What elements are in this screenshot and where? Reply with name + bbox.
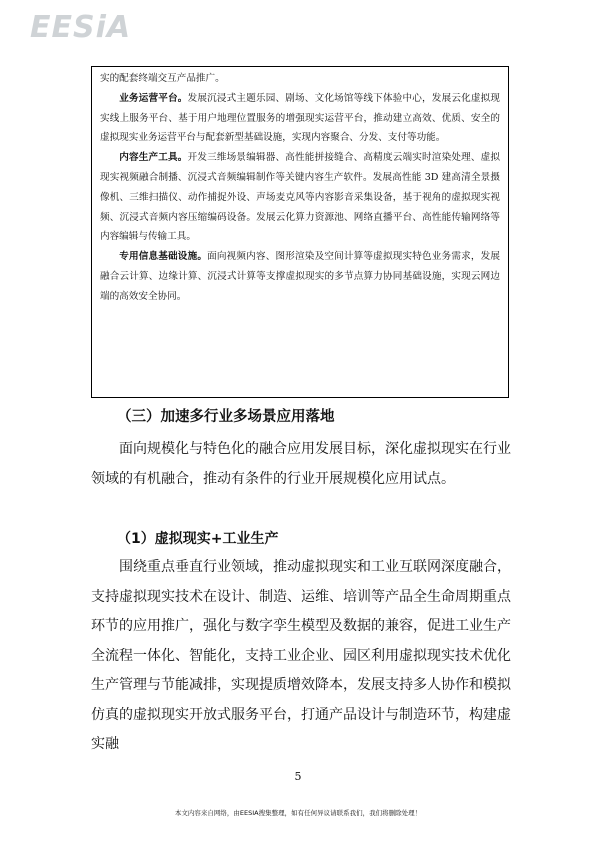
subsection-body-paragraph: 围绕重点垂直行业领域，推动虚拟现实和工业互联网深度融合，支持虚拟现实技术在设计、制造、运维、培训等产品全生命周期重点环节的应用推广，强化与数字孪生模型及数据的兼容，促进工业生产全流程一体化、智能化，支持工业企业、园区利用虚拟现实技术优化生产管理与节能减排，实现提质增效降本，发展支持多人协作和模拟仿真的虚拟现实开放式服务平台，打通产品设计与制造环节，构建虚实融 <box>91 559 511 752</box>
box-title: 专用信息基础设施。 <box>119 251 208 263</box>
box-title: 内容生产工具。 <box>119 152 188 164</box>
box-title: 业务运营平台。 <box>119 92 188 104</box>
box-paragraph-content-tools <box>100 148 500 247</box>
box-paragraph-infrastructure <box>100 247 500 306</box>
info-box <box>91 66 509 398</box>
page-number: 5 <box>294 770 302 783</box>
footer-note: 本文内容来自网络，由EESIA搜集整理，如有任何异议请联系我们，我们将删除处理！ <box>174 809 422 817</box>
eesia-logo: EESiA <box>30 10 132 45</box>
subsection-heading: （1）虚拟现实+工业生产 <box>117 531 279 547</box>
box-text: 面向视频内容、图形渲染及空间计算等虚拟现实特色业务需求，发展融合云计算、边缘计算、沉浸式计算等支撑虚拟现实的多节点算力协同基础设施，实现云网边端的高效安全协同。 <box>100 251 501 302</box>
box-text: 发展沉浸式主题乐园、剧场、文化场馆等线下体验中心，发展云化虚拟现实线上服务平台、基于用户地理位置服务的增强现实运营平台，推动建立高效、优质、安全的虚拟现实业务运营平台与配套新型基础设施，实现内容聚合、分发、支付等功能。 <box>100 92 501 144</box>
box-paragraph-0: 实的配套终端交互产品推广。 <box>100 73 225 84</box>
section-intro-paragraph: 面向规模化与特色化的融合应用发展目标，深化虚拟现实在行业领域的有机融合，推动有条件的行业开展规模化应用试点。 <box>91 441 511 487</box>
box-text: 开发三维场景编辑器、高性能拼接缝合、高精度云端实时渲染处理、虚拟现实视频融合制播、沉浸式音频编辑制作等关键内容生产软件。发展高性能 3D 建高清全景摄像机、三维扫描仪、动作捕捉外设、声场麦克风等内容影音采集设备，基于视角的虚拟现实视频、沉浸式音频内容压缩编码设备。发展云化算力资源池、网络直播平台、高性能传输网络等内容编辑与传输工具。 <box>100 152 501 243</box>
section-heading: （三）加速多行业多场景应用落地 <box>117 409 335 425</box>
box-paragraph-business-platform <box>100 89 500 148</box>
